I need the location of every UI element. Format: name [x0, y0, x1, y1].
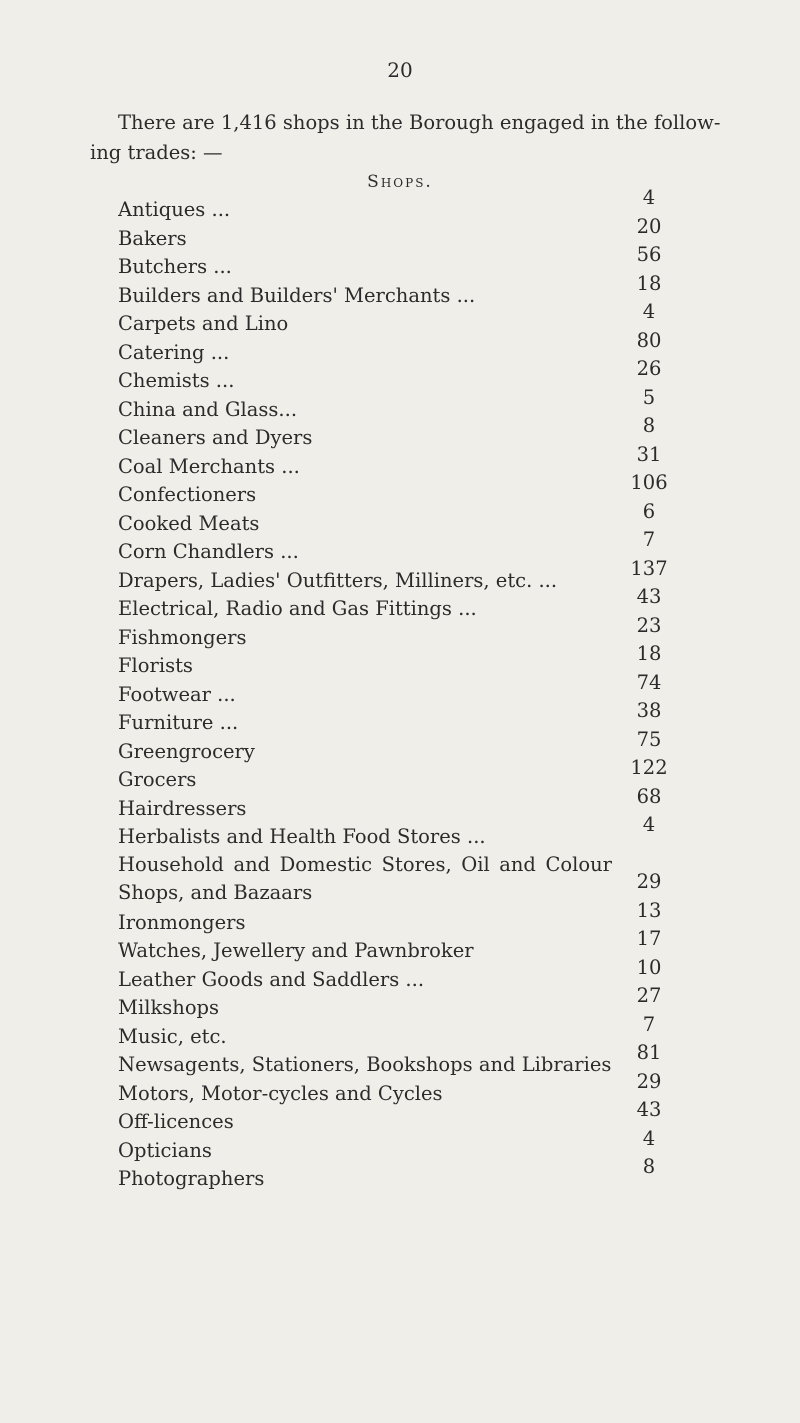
- shop-count: 137: [630, 556, 668, 580]
- trade-label: Antiques ...: [118, 198, 231, 221]
- shop-count: 43: [636, 585, 662, 608]
- shop-count: 31: [636, 442, 662, 466]
- trade-label: Newsagents, Stationers, Bookshops and Libraries: [118, 1053, 612, 1076]
- trade-label: Confectioners: [118, 483, 257, 506]
- trade-label: Cooked Meats: [118, 511, 260, 535]
- trade-label: Butchers ...: [118, 255, 232, 278]
- shop-count: 29: [636, 869, 662, 893]
- shop-count: 26: [636, 357, 662, 380]
- shop-count: 27: [636, 984, 662, 1007]
- shop-count: 5: [642, 385, 656, 409]
- trade-label: Corn Chandlers ...: [118, 540, 299, 563]
- trade-label: Coal Merchants ...: [118, 454, 300, 478]
- shop-count: 18: [636, 642, 662, 665]
- shop-count: 18: [636, 271, 662, 295]
- shop-count: 10: [636, 955, 662, 979]
- trade-label: Opticians: [118, 1138, 212, 1162]
- trade-label: Drapers, Ladies' Outfitters, Milliners, etc. ...: [118, 568, 558, 592]
- shop-count: 20: [636, 214, 662, 238]
- shop-count: 43: [636, 1098, 662, 1121]
- trade-label: Electrical, Radio and Gas Fittings ...: [118, 597, 477, 620]
- shop-count: 23: [636, 613, 662, 637]
- shop-count: 17: [636, 927, 662, 950]
- trade-label: Leather Goods and Saddlers ...: [118, 967, 425, 991]
- trade-label: Milkshops: [118, 996, 220, 1019]
- trade-label: Chemists ...: [118, 369, 235, 392]
- shop-count: 106: [630, 471, 668, 494]
- trade-label: Ironmongers: [118, 910, 246, 934]
- trade-label: Motors, Motor-cycles and Cycles: [118, 1081, 443, 1105]
- shop-count: 4: [642, 300, 656, 323]
- shop-count: 8: [642, 414, 656, 437]
- shop-count: 7: [642, 528, 656, 551]
- trade-label: Household and Domestic Stores, Oil and Colour Shops, and Bazaars: [118, 852, 612, 904]
- shop-count: 13: [636, 898, 662, 922]
- trade-label: Grocers: [118, 768, 197, 791]
- trade-label: Footwear ...: [118, 682, 236, 706]
- shop-count: 6: [642, 499, 656, 523]
- trade-label: Bakers: [118, 226, 187, 250]
- trade-label: Photographers: [118, 1167, 265, 1190]
- shop-count: 74: [636, 670, 662, 694]
- shop-count: 80: [636, 328, 662, 352]
- page-number: 20: [387, 58, 413, 82]
- trade-label: Carpets and Lino: [118, 312, 289, 335]
- trade-label: Music, etc.: [118, 1024, 227, 1048]
- trade-label: Herbalists and Health Food Stores ...: [118, 825, 486, 848]
- shop-count: 29: [636, 1069, 662, 1093]
- trade-label: Builders and Builders' Merchants ...: [118, 283, 476, 307]
- shop-count: 7: [642, 1012, 656, 1036]
- shop-count: 122: [630, 756, 668, 779]
- shop-count: 4: [642, 1126, 656, 1150]
- shop-count: 4: [642, 813, 656, 836]
- trade-label: Furniture ...: [118, 711, 239, 734]
- trade-label: Watches, Jewellery and Pawnbroker: [118, 939, 474, 962]
- trade-label: China and Glass...: [118, 397, 298, 421]
- table-row: [0, 1155, 800, 1193]
- shop-count: 56: [636, 243, 662, 266]
- shop-count: 81: [636, 1041, 662, 1064]
- table-heading: Shops.: [367, 172, 433, 192]
- trade-label: Greengrocery: [118, 739, 255, 763]
- shop-count: 75: [636, 727, 662, 751]
- trade-label: Fishmongers: [118, 625, 247, 649]
- shops-table: [0, 186, 800, 1193]
- trade-label: Florists: [118, 654, 193, 677]
- shop-count: 68: [636, 784, 662, 808]
- trade-label: Off-licences: [118, 1110, 234, 1133]
- shop-count: 38: [636, 699, 662, 722]
- trade-label: Hairdressers: [118, 796, 247, 820]
- shop-count: 8: [642, 1155, 656, 1178]
- intro-paragraph: There are 1,416 shops in the Borough engaged in the follow- ing trades: —: [90, 111, 721, 164]
- trade-label: Cleaners and Dyers: [118, 426, 313, 449]
- table-row: [0, 813, 800, 851]
- shop-count: 4: [642, 186, 656, 209]
- trade-label: Catering ...: [118, 340, 230, 364]
